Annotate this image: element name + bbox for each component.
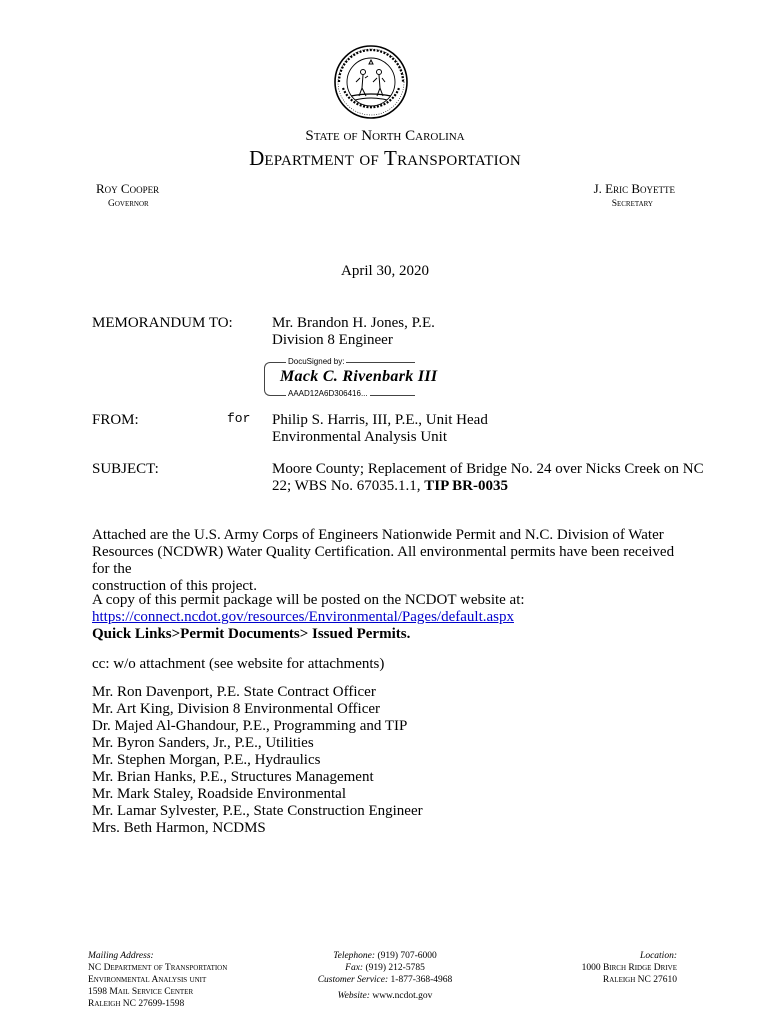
mailing-line: Environmental Analysis unit xyxy=(88,975,207,985)
customer-service-number: 1-877-368-4968 xyxy=(390,975,453,985)
quick-links-path: Quick Links>Permit Documents> Issued Permits. xyxy=(92,626,411,642)
memo-to-label: MEMORANDUM TO: xyxy=(92,315,233,331)
website-url[interactable]: www.ncdot.gov xyxy=(372,991,433,1001)
customer-service-label: Customer Service: xyxy=(317,975,389,985)
memo-date: April 30, 2020 xyxy=(341,263,429,279)
mailing-line: 1598 Mail Service Center xyxy=(88,987,194,997)
mailing-label: Mailing Address: xyxy=(88,951,154,961)
memo-from-name: Philip S. Harris, III, P.E., Unit Head xyxy=(272,412,488,428)
department-heading: Department of Transportation xyxy=(249,146,521,170)
cc-recipient: Mr. Art King, Division 8 Environmental Officer xyxy=(92,701,381,717)
cc-recipient-list xyxy=(92,684,423,837)
footer-location xyxy=(582,950,677,986)
location-line: 1000 Birch Ridge Drive xyxy=(581,963,677,973)
location-label: Location: xyxy=(640,951,677,961)
footer-mailing-address xyxy=(88,950,227,1010)
memo-subject-label: SUBJECT: xyxy=(92,461,159,477)
secretary-title: Secretary xyxy=(611,199,653,209)
cc-recipient: Mr. Ron Davenport, P.E. State Contract Officer xyxy=(92,684,376,700)
state-heading: State of North Carolina xyxy=(305,128,465,144)
state-seal-logo xyxy=(333,44,409,120)
subject-tip-number: TIP BR-0035 xyxy=(424,478,508,494)
telephone-number: (919) 707-6000 xyxy=(377,951,437,961)
memo-from-unit: Environmental Analysis Unit xyxy=(272,429,447,445)
docusigned-label: DocuSigned by: xyxy=(288,357,345,366)
subject-wbs: 22; WBS No. 67035.1.1, xyxy=(272,478,425,494)
governor-name: Roy Cooper xyxy=(96,181,160,196)
website-line xyxy=(300,990,470,1002)
cc-recipient: Dr. Majed Al-Ghandour, P.E., Programming and TIP xyxy=(92,718,408,734)
fax-line xyxy=(300,962,470,974)
governor-title: Governor xyxy=(108,199,149,209)
cc-recipient: Mr. Brian Hanks, P.E., Structures Management xyxy=(92,769,374,785)
memo-to-title: Division 8 Engineer xyxy=(272,332,393,348)
paragraph-line: construction of this project. xyxy=(92,578,257,594)
cc-recipient: Mrs. Beth Harmon, NCDMS xyxy=(92,820,266,836)
telephone-line xyxy=(300,950,470,962)
paragraph-line: Attached are the U.S. Army Corps of Engineers Nationwide Permit and N.C. Division of Water xyxy=(92,527,664,543)
cc-recipient: Mr. Lamar Sylvester, P.E., State Construction Engineer xyxy=(92,803,423,819)
memo-from-label: FROM: xyxy=(92,412,139,428)
docusign-id: AAAD12A6D306416... xyxy=(288,389,368,398)
handwritten-signature: Mack C. Rivenbark III xyxy=(280,368,438,385)
telephone-label: Telephone: xyxy=(333,951,376,961)
body-paragraph-2 xyxy=(92,592,692,643)
paragraph-line: A copy of this permit package will be posted on the NCDOT website at: xyxy=(92,592,525,608)
cc-note: cc: w/o attachment (see website for attachments) xyxy=(92,656,385,672)
cc-recipient: Mr. Stephen Morgan, P.E., Hydraulics xyxy=(92,752,321,768)
customer-service-line xyxy=(300,974,470,986)
body-paragraph-1 xyxy=(92,527,692,595)
secretary-name: J. Eric Boyette xyxy=(593,181,675,196)
for-text: for xyxy=(227,411,251,426)
memo-to-name: Mr. Brandon H. Jones, P.E. xyxy=(272,315,435,331)
cc-recipient: Mr. Mark Staley, Roadside Environmental xyxy=(92,786,346,802)
location-line: Raleigh NC 27610 xyxy=(602,975,677,985)
fax-number: (919) 212-5785 xyxy=(365,963,425,973)
fax-label: Fax: xyxy=(345,963,364,973)
mailing-line: Raleigh NC 27699-1598 xyxy=(88,999,185,1009)
permit-website-link[interactable]: https://connect.ncdot.gov/resources/Environmental/Pages/default.aspx xyxy=(92,609,514,625)
cc-recipient: Mr. Byron Sanders, Jr., P.E., Utilities xyxy=(92,735,314,751)
paragraph-line: Resources (NCDWR) Water Quality Certification. All environmental permits have been received for the xyxy=(92,544,675,577)
website-label: Website: xyxy=(337,991,370,1001)
footer-contact xyxy=(300,950,470,1002)
memo-subject-line1: Moore County; Replacement of Bridge No. 24 over Nicks Creek on NC xyxy=(272,461,704,477)
mailing-line: NC Department of Transportation xyxy=(88,963,228,973)
memo-subject-line2 xyxy=(272,478,508,495)
